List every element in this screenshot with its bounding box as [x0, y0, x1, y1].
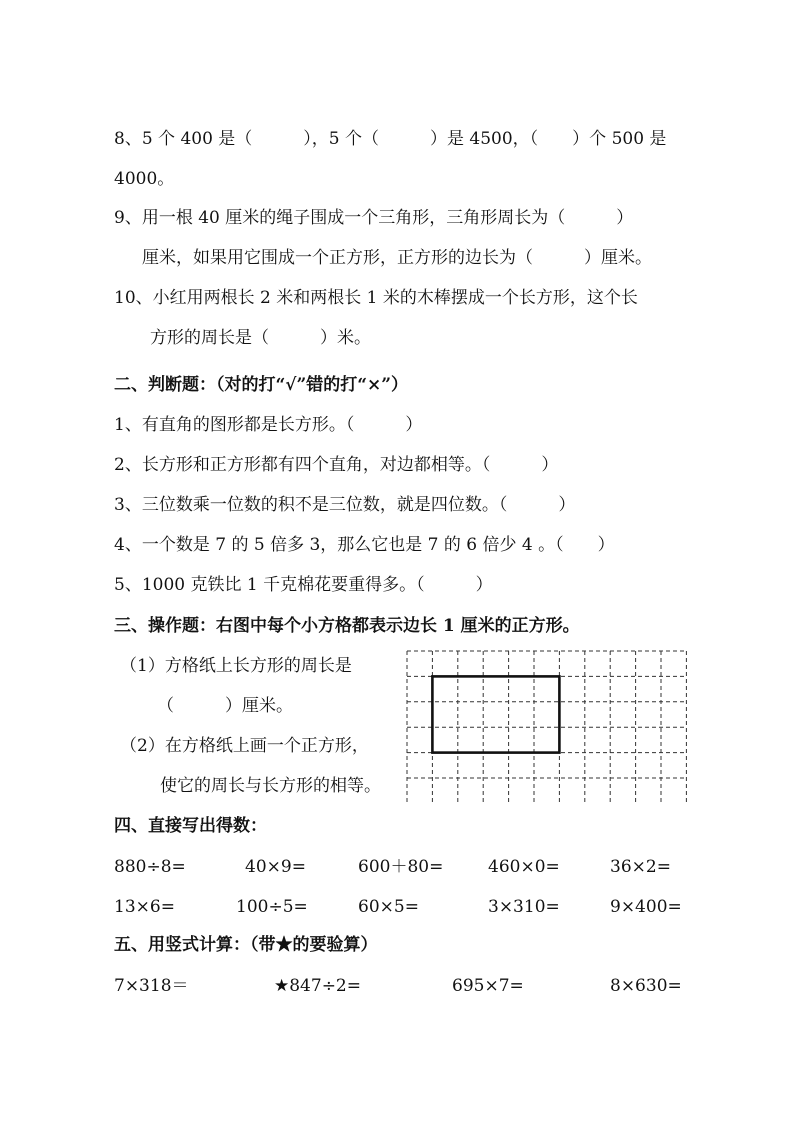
operation-q2-line-1: （2）在方格纸上画一个正方形，	[120, 736, 369, 756]
operation-q1-line-1: （1）方格纸上长方形的周长是	[120, 656, 352, 676]
section-two-heading: 二、判断题：（对的打“√”错的打“×”）	[114, 375, 409, 395]
judge-item-2: 2、长方形和正方形都有四个直角，对边都相等。（ ）	[114, 455, 559, 475]
section-five-heading: 五、用竖式计算：（带★的要验算）	[114, 935, 378, 955]
question-8-line-2: 4000。	[114, 169, 175, 189]
judge-item-1: 1、有直角的图形都是长方形。（ ）	[114, 415, 423, 435]
mental-math-item: 36×2=	[610, 857, 671, 877]
question-10-line-2: 方形的周长是（ ）米。	[150, 328, 371, 348]
operation-q2-line-2: 使它的周长与长方形的相等。	[160, 776, 381, 796]
grid-rectangle	[432, 676, 559, 752]
judge-item-3: 3、三位数乘一位数的积不是三位数，就是四位数。（ ）	[114, 495, 576, 515]
section-three-heading: 三、操作题：右图中每个小方格都表示边长 1 厘米的正方形。	[114, 616, 580, 636]
judge-item-4: 4、一个数是 7 的 5 倍多 3，那么它也是 7 的 6 倍少 4 。（ ）	[114, 535, 615, 555]
mental-math-item: 880÷8=	[114, 857, 186, 877]
vertical-calc-item: 7×318＝	[114, 976, 189, 996]
mental-math-item: 9×400=	[610, 897, 682, 917]
vertical-calc-item: 8×630=	[610, 976, 682, 996]
section-four-heading: 四、直接写出得数：	[114, 816, 267, 836]
mental-math-item: 100÷5=	[236, 897, 308, 917]
mental-math-item: 40×9=	[245, 857, 306, 877]
mental-math-item: 3×310=	[488, 897, 560, 917]
mental-math-row-2	[0, 896, 794, 920]
mental-math-item: 460×0=	[488, 857, 560, 877]
mental-math-item: 600＋80=	[358, 857, 444, 877]
mental-math-item: 60×5=	[358, 897, 419, 917]
vertical-calc-item: 695×7=	[452, 976, 524, 996]
question-9-line-2: 厘米，如果用它围成一个正方形，正方形的边长为（ ）厘米。	[142, 248, 652, 268]
question-8-line-1: 8、5 个 400 是（ ），5 个（ ）是 4500，（ ）个 500 是	[114, 129, 667, 149]
vertical-calc-item: ★847÷2=	[274, 976, 361, 996]
vertical-calc-row	[0, 975, 794, 999]
mental-math-item: 13×6=	[114, 897, 175, 917]
mental-math-row-1	[0, 856, 794, 880]
graph-paper-grid	[406, 650, 690, 802]
judge-item-5: 5、1000 克铁比 1 千克棉花要重得多。（ ）	[114, 575, 493, 595]
question-10-line-1: 10、小红用两根长 2 米和两根长 1 米的木棒摆成一个长方形，这个长	[114, 288, 638, 308]
question-9-line-1: 9、用一根 40 厘米的绳子围成一个三角形，三角形周长为（ ）	[114, 208, 634, 228]
operation-q1-line-2: （ ）厘米。	[157, 696, 293, 716]
